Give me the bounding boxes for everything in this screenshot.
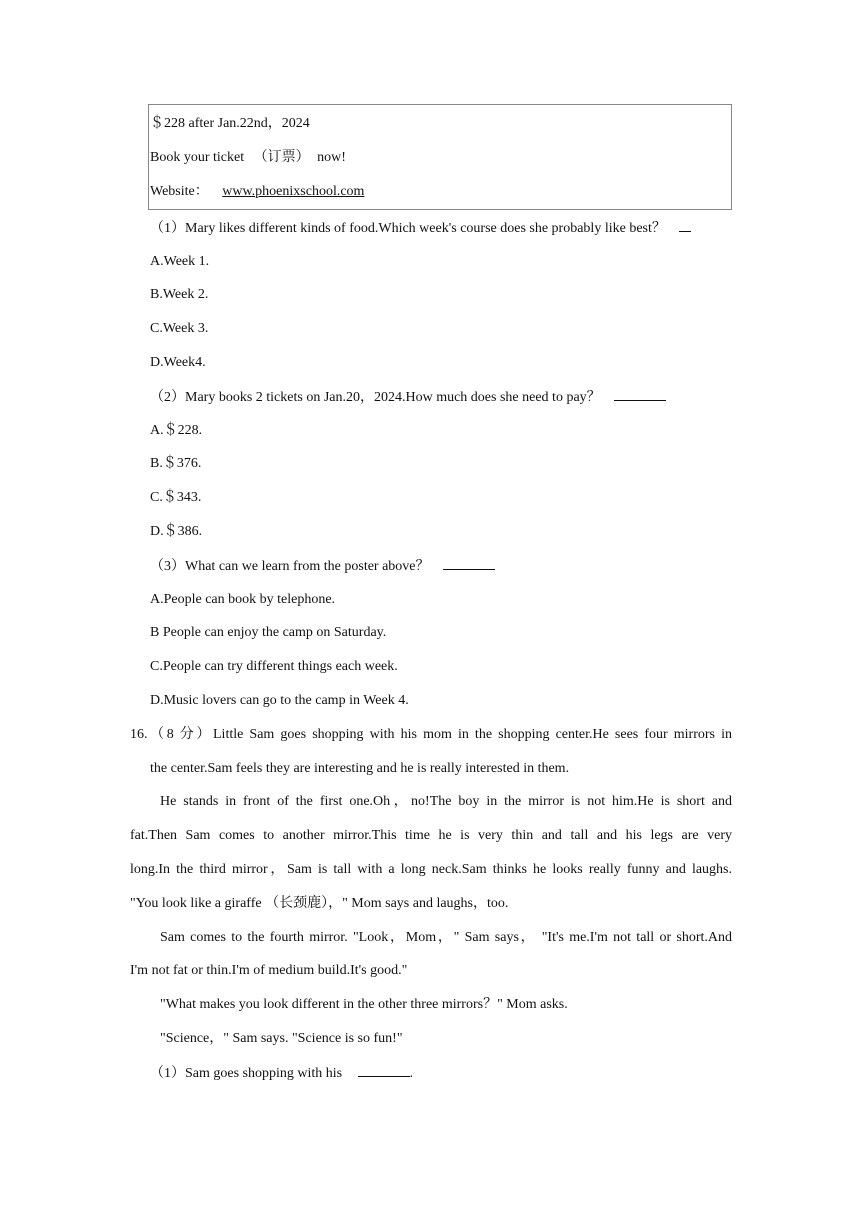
q1-option-c: C.Week 3. <box>150 321 209 336</box>
q2-option-a: A.＄228. <box>150 423 203 438</box>
q16-sub-question-1-text: （1）Sam goes shopping with his <box>150 1066 343 1081</box>
q2-option-c: C.＄343. <box>150 490 202 505</box>
passage-para-2-line-1: Sam comes to the fourth mirror. "Look，Mom，" Sam says， "It's me.I'm not tall or short.And <box>160 930 732 945</box>
sentence-period: . <box>409 1066 414 1081</box>
answer-blank-16-1[interactable] <box>358 1064 410 1077</box>
q3-option-a: A.People can book by telephone. <box>150 592 336 607</box>
question-1-stem <box>150 219 691 238</box>
answer-blank-3[interactable] <box>443 557 495 570</box>
passage-para-1-line-3: long.In the third mirror，Sam is tall with a long neck.Sam thinks he looks really funny and laughs. <box>130 862 732 877</box>
question-2-text: （2）Mary books 2 tickets on Jan.20，2024.How much does she need to pay？ <box>150 390 601 405</box>
passage-para-3: "What makes you look different in the other three mirrors？" Mom asks. <box>160 997 568 1012</box>
question-2-stem <box>150 388 666 407</box>
poster-website-line <box>150 183 364 201</box>
q16-intro-line-2: the center.Sam feels they are interesting and he is really interested in them. <box>150 761 570 776</box>
website-label: Website： <box>150 184 209 199</box>
poster-book-now: now! <box>317 150 346 165</box>
poster-book-line <box>150 149 346 167</box>
passage-para-1-line-2: fat.Then Sam comes to another mirror.This time he is very thin and tall and his legs are very <box>130 828 732 843</box>
question-3-stem <box>150 557 495 576</box>
website-link[interactable]: www.phoenixschool.com <box>222 184 365 199</box>
poster-price-line: ＄228 after Jan.22nd，2024 <box>150 116 310 131</box>
q1-option-d: D.Week4. <box>150 355 206 370</box>
poster-book-text: Book your ticket <box>150 150 245 165</box>
q2-option-b: B.＄376. <box>150 456 202 471</box>
q16-sub-question-1 <box>150 1064 413 1083</box>
q2-option-d: D.＄386. <box>150 524 203 539</box>
q1-option-b: B.Week 2. <box>150 287 209 302</box>
q3-option-b: B People can enjoy the camp on Saturday. <box>150 625 387 640</box>
passage-para-2-line-2: I'm not fat or thin.I'm of medium build.It's good." <box>130 963 408 978</box>
q3-option-c: C.People can try different things each week. <box>150 659 398 674</box>
passage-para-4: "Science，" Sam says. "Science is so fun!" <box>160 1031 403 1046</box>
question-3-text: （3）What can we learn from the poster above？ <box>150 559 430 574</box>
q16-intro-line-1: 16.（8 分）Little Sam goes shopping with his mom in the shopping center.He sees four mirrors in <box>130 727 732 742</box>
answer-blank-2[interactable] <box>614 388 666 401</box>
passage-para-1-line-1: He stands in front of the first one.Oh，no!The boy in the mirror is not him.He is short and <box>160 794 732 809</box>
q3-option-d: D.Music lovers can go to the camp in Week 4. <box>150 693 409 708</box>
question-1-text: （1）Mary likes different kinds of food.Which week's course does she probably like best？ <box>150 221 666 236</box>
q1-option-a: A.Week 1. <box>150 254 210 269</box>
answer-blank-1[interactable] <box>679 219 691 232</box>
poster-book-cn: （订票） <box>253 150 310 165</box>
passage-para-1-line-4: "You look like a giraffe （长颈鹿），" Mom says and laughs，too. <box>130 896 509 911</box>
